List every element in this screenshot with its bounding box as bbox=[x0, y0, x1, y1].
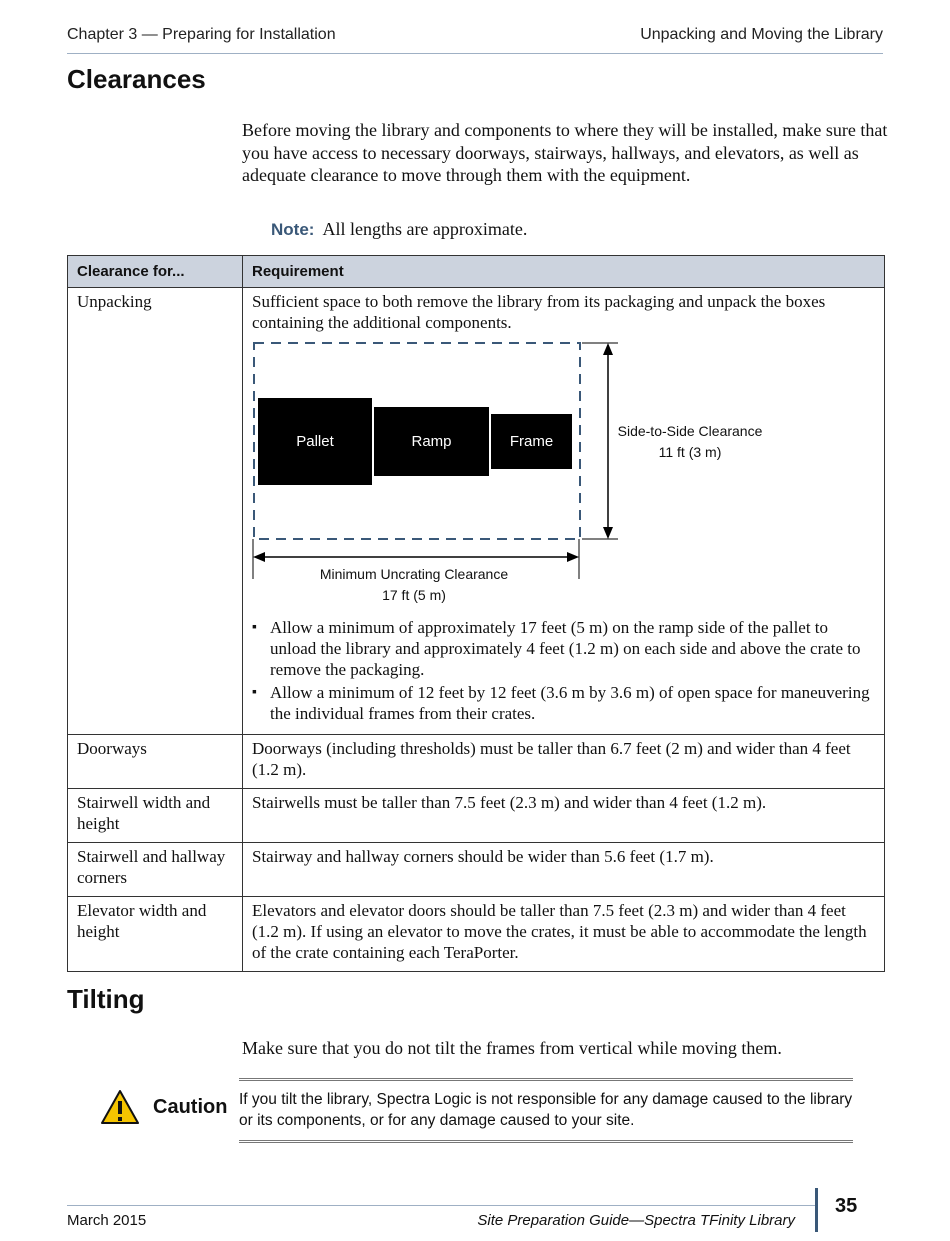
min-clearance-title: Minimum Uncrating Clearance bbox=[319, 566, 509, 582]
side-clearance-value: 11 ft (3 m) bbox=[658, 444, 722, 460]
uncrating-diagram bbox=[252, 339, 872, 611]
clearance-table bbox=[67, 255, 885, 972]
row-requirement bbox=[243, 288, 885, 735]
table-header-row bbox=[68, 256, 885, 288]
row-label: Stairwell and hallway corners bbox=[68, 843, 243, 897]
caution-text: If you tilt the library, Spectra Logic is not responsible for any damage caused to the library or its components, or for any damage caused to your site. bbox=[239, 1078, 853, 1143]
clearances-intro: Before moving the library and components to where they will be installed, make sure that you have access to necessary doorways, stairways, hallways, and elevators, as well as adequate clearance to move through them with the equipment. bbox=[242, 120, 888, 185]
row-requirement: Stairway and hallway corners should be wider than 5.6 feet (1.7 m). bbox=[243, 843, 885, 897]
pallet-box: Pallet bbox=[258, 398, 372, 485]
table-row bbox=[68, 843, 885, 897]
side-clearance-title: Side-to-Side Clearance bbox=[617, 423, 763, 439]
table-row bbox=[68, 288, 885, 735]
row-requirement: Elevators and elevator doors should be taller than 7.5 feet (2.3 m) and wider than 4 feet (1.2 m). If using an elevator to move the crates, it must be able to accommodate the length of the crate containing each TeraPorter. bbox=[243, 897, 885, 972]
tilting-heading: Tilting bbox=[67, 984, 145, 1014]
tilting-text: Make sure that you do not tilt the frames from vertical while moving them. bbox=[242, 1038, 782, 1058]
unpacking-bullets bbox=[252, 617, 875, 724]
row-label: Elevator width and height bbox=[68, 897, 243, 972]
min-clearance-label bbox=[292, 564, 536, 606]
unpacking-text: Sufficient space to both remove the library from its packaging and unpack the boxes containing the additional components. bbox=[252, 292, 826, 332]
note-label: Note: bbox=[271, 220, 315, 239]
page-number: 35 bbox=[835, 1195, 858, 1217]
footer-date: March 2015 bbox=[67, 1212, 147, 1229]
note-text: All lengths are approximate. bbox=[322, 219, 528, 239]
row-requirement: Doorways (including thresholds) must be taller than 6.7 feet (2 m) and wider than 4 feet (1.2 m). bbox=[243, 735, 885, 789]
table-row bbox=[68, 789, 885, 843]
footer-doc-title: Site Preparation Guide—Spectra TFinity Library bbox=[477, 1212, 795, 1229]
list-item: ▪ Allow a minimum of 12 feet by 12 feet (3.6 m by 3.6 m) of open space for maneuvering the individual frames from their crates. bbox=[270, 682, 875, 724]
footer-divider bbox=[67, 1205, 815, 1206]
caution-label: Caution bbox=[153, 1096, 228, 1118]
row-label: Unpacking bbox=[68, 288, 243, 735]
header-divider bbox=[67, 53, 883, 54]
table-row bbox=[68, 897, 885, 972]
min-clearance-value: 17 ft (5 m) bbox=[382, 587, 446, 603]
table-header-requirement: Requirement bbox=[243, 256, 885, 288]
note bbox=[271, 219, 527, 240]
table-row bbox=[68, 735, 885, 789]
side-clearance-label bbox=[610, 421, 770, 463]
frame-box: Frame bbox=[491, 414, 572, 469]
section-title: Unpacking and Moving the Library bbox=[640, 26, 883, 43]
clearances-heading: Clearances bbox=[67, 64, 206, 94]
row-label: Doorways bbox=[68, 735, 243, 789]
row-requirement: Stairwells must be taller than 7.5 feet (2.3 m) and wider than 4 feet (1.2 m). bbox=[243, 789, 885, 843]
row-label: Stairwell width and height bbox=[68, 789, 243, 843]
list-item: ▪ Allow a minimum of approximately 17 feet (5 m) on the ramp side of the pallet to unload the library and approximately 4 feet (1.2 m) on each side and above the crate to remove the packaging. bbox=[270, 617, 875, 680]
chapter-title: Chapter 3 — Preparing for Installation bbox=[67, 26, 336, 43]
warning-icon bbox=[100, 1089, 140, 1130]
ramp-box: Ramp bbox=[374, 407, 489, 476]
footer-vertical-divider bbox=[815, 1188, 818, 1232]
table-header-clearance: Clearance for... bbox=[68, 256, 243, 288]
